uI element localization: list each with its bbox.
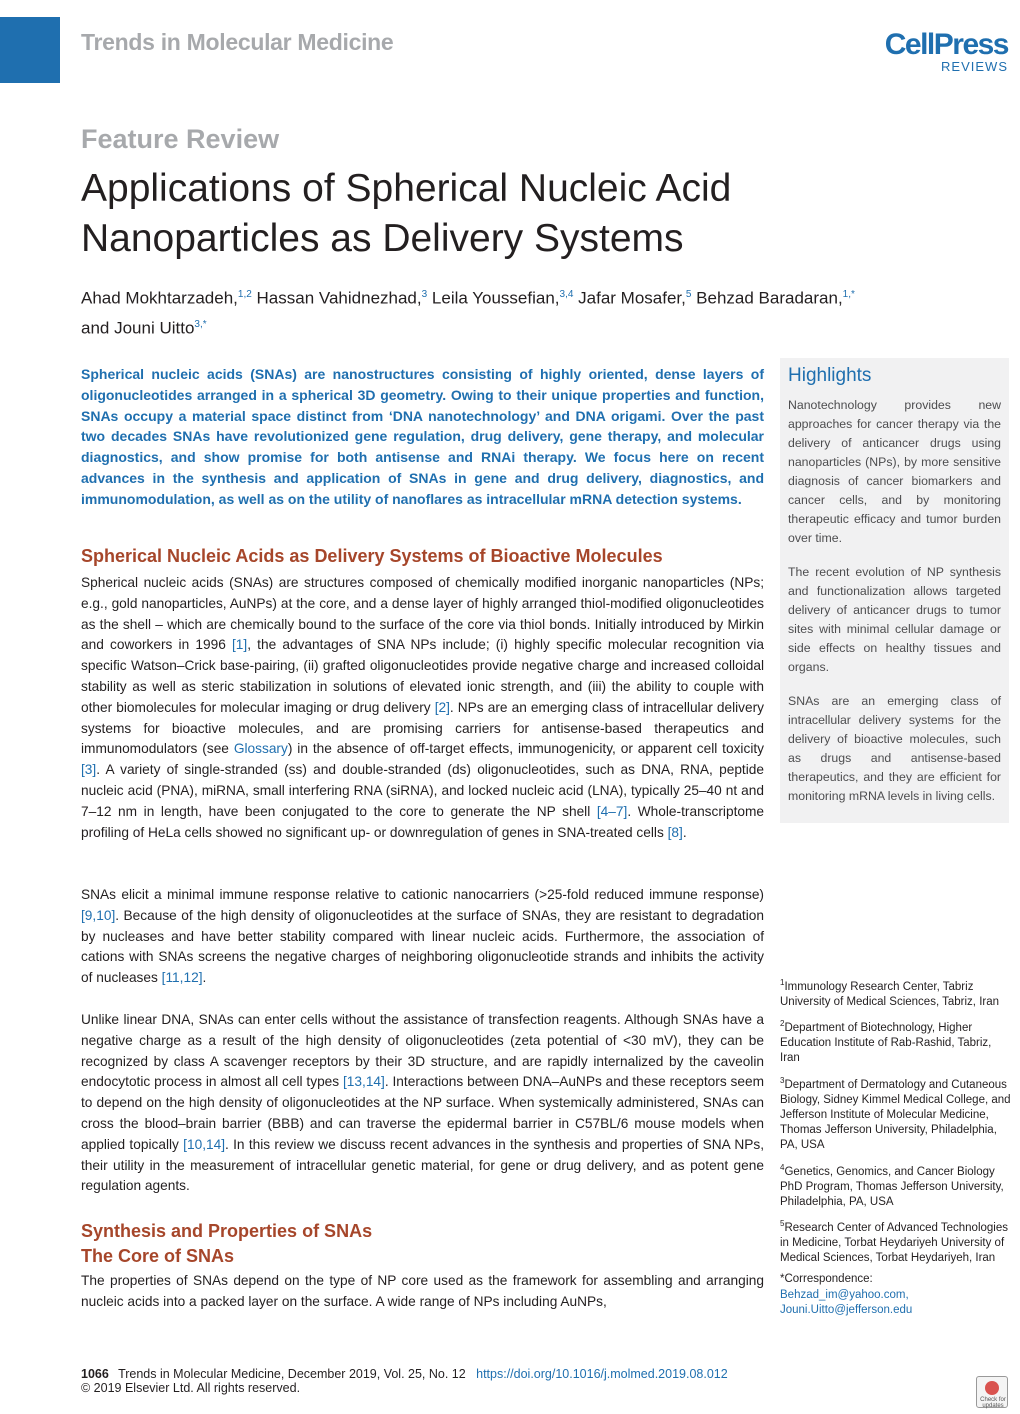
text-run: . — [202, 970, 207, 986]
author: Leila Youssefian, — [431, 288, 560, 308]
affiliation-number: 4 — [780, 1162, 785, 1172]
highlight-item: The recent evolution of NP synthesis and functionalization allows targeted delivery of anticancer drugs to tumor sites with minimal cellular damage or side effects on healthy tissues and organs. — [788, 565, 1001, 674]
highlights-title: Highlights — [788, 365, 872, 386]
citation-link[interactable]: [8] — [667, 824, 683, 840]
badge-label: Check for updates — [980, 1397, 1006, 1409]
text-run: . Because of the high density of oligonucleotides at the surface of SNAs, they are resistant to degradation by nucleases and have better stability compared with linear nucleic acids. Furthermore, the association of cations with SNAs screens the negative charges of neighboring oligonucleotide strands and inhibits the activity of nucleases — [81, 907, 764, 986]
section-heading: Spherical Nucleic Acids as Delivery Systems of Bioactive Molecules — [81, 546, 663, 566]
text-run: . — [682, 824, 687, 840]
body-paragraph — [81, 885, 764, 989]
abstract: Spherical nucleic acids (SNAs) are nanostructures consisting of highly oriented, dense layers of oligonucleotides arranged in a spherical 3D geometry. Owing to their unique properties and function, SNAs occupy a material space distinct from ‘DNA nanotechnology’ and DNA origami. Over the past two decades SNAs have revolutionized gene regulation, drug delivery, gene therapy, and molecular diagnostics, and show promise for both antisense and RNAi therapy. We focus here on recent advances in the synthesis and application of SNAs in gene and drug delivery, diagnostics, and immunomodulation, as well as on the utility of nanoflares as intracellular mRNA detection systems. — [81, 366, 764, 507]
text-run: of <30 mV), they can be recognized by class A scavenger receptors by their 3D structure, and are rapidly internalized by the caveolin endocytotic process in almost all cell types — [81, 1032, 764, 1090]
citation-link[interactable]: [1] — [231, 637, 248, 653]
logo-sub-text: REVIEWS — [941, 59, 1008, 74]
citation-link[interactable]: [10,14] — [183, 1136, 226, 1152]
logo-main-text: CellPress — [884, 28, 1008, 61]
text-run: SNAs elicit a minimal immune response relative to cationic nanocarriers (>25-fold reduced immune response) — [81, 887, 764, 902]
author: Hassan Vahidnezhad, — [256, 288, 422, 308]
affiliation — [780, 1016, 1012, 1066]
page-footer — [81, 1367, 728, 1395]
citation-link[interactable]: [4–7] — [596, 803, 628, 819]
glossary-term: immunomodulators — [81, 741, 198, 757]
citation-link[interactable]: [2] — [434, 699, 450, 715]
author-affil-ref[interactable]: 3,* — [194, 318, 207, 330]
text-run: Unlike linear DNA, SNAs can enter cells without the assistance of transfection reagents. Although SNAs have a negative charge as a result of the high density of oligonucleotides ( — [81, 1012, 764, 1048]
article-title: Applications of Spherical Nucleic Acid Nanoparticles as Delivery Systems — [81, 167, 732, 260]
author-affil-ref[interactable]: 3,4 — [559, 289, 574, 300]
author-affil-ref[interactable]: 1,* — [842, 289, 855, 300]
affiliation-text: Immunology Research Center, Tabriz University of Medical Sciences, Tabriz, Iran — [780, 980, 1000, 1009]
affiliation-text: Department of Biotechnology, Higher Education Institute of Rab-Rashid, Tabriz, Iran — [780, 1022, 992, 1065]
email-link[interactable]: Behzad_im@yahoo.com, — [780, 1288, 909, 1301]
text-run: . NPs are an emerging class of intracellular delivery systems for bioactive molecules, and are promising carriers for antisense-based therapeutics and — [81, 699, 765, 736]
journal-citation: Trends in Molecular Medicine, December 2019, Vol. 25, No. 12 — [118, 1367, 466, 1381]
author-list — [81, 282, 981, 341]
body-paragraph: The properties of SNAs depend on the type of NP core used as the framework for assembling and arranging nucleic acids into a packed layer on the surface. A wide range of NPs including AuNPs, — [81, 1273, 764, 1309]
affiliation-number: 3 — [780, 1075, 785, 1085]
text-run: , the advantages of SNA NPs include; (i) highly specific molecular recognition via specific Watson–Crick base-pairing, (ii) grafted oligonucleotides provide negative charge and increased colloidal stability as well as steric stabilization in solutions of elevated ionic strength, and (iii) the ability to couple with other biomolecules for molecular imaging or drug delivery — [81, 637, 764, 715]
affiliation-number: 1 — [780, 978, 785, 987]
text-run: Spherical nucleic acids (SNAs) are structures composed of chemically modified inorganic nanoparticles (NPs; e.g., gold nanoparticles, AuNPs) at the core, and a dense layer of highly arranged thiol-modified oligonucleotides as the shell – which are chemically bound to the surface of the core via thiol bonds. Initially introduced by Mirkin and coworkers in 1996 — [81, 575, 764, 653]
affiliation — [780, 975, 1012, 1010]
affiliation-number: 5 — [780, 1218, 785, 1228]
page-number: 1066 — [81, 1367, 109, 1381]
article-type: Feature Review — [81, 124, 280, 154]
text-run: . In this review we discuss recent advances in the synthesis and properties of SNA NPs, their utility in the measurement of intracellular genetic material, for gene or drug delivery, and as potent gene regulation agents. — [81, 1136, 765, 1194]
email-link[interactable]: Jouni.Uitto@jefferson.edu — [780, 1303, 913, 1316]
highlight-item: Nanotechnology provides new approaches for cancer therapy via the delivery of anticancer drugs using nanoparticles (NPs), by more sensitive diagnosis of cancer biomarkers and cancer cells, and by monitoring therapeutic efficacy and tumor burden over time. — [788, 398, 1001, 545]
text-run: (see — [197, 741, 234, 757]
affiliation-text: Genetics, Genomics, and Cancer Biology PhD Program, Thomas Jefferson University, Philadelphia, PA, USA — [780, 1165, 1004, 1208]
author-affil-ref[interactable]: 5 — [685, 289, 692, 300]
affiliation-text: Department of Dermatology and Cutaneous Biology, Sidney Kimmel Medical College, and Jefferson Institute of Molecular Medicine, Thomas Jefferson University, Philadelphia, PA, USA — [780, 1078, 1011, 1152]
author: Ahad Mokhtarzadeh, — [81, 288, 238, 308]
author-affil-ref[interactable]: 1,2 — [237, 289, 252, 300]
affiliation — [780, 1216, 1012, 1266]
affiliations — [780, 975, 1012, 1324]
subsection-heading: The Core of SNAs — [81, 1246, 235, 1266]
affiliation-text: Research Center of Advanced Technologies in Medicine, Torbat Heydariyeh University of Medical Sciences, Torbat Heydariyeh, Iran — [780, 1221, 1008, 1265]
text-run: . Interactions between DNA–AuNPs and these receptors seem to depend on the high density of oligonucleotides at the NP surface. When systemically administered, SNAs can cross the blood–brain barrier (BBB) and can traverse the epidermal barrier in C57BL/6 mouse models when applied topically — [81, 1074, 765, 1152]
update-icon — [985, 1381, 999, 1395]
glossary-term: zeta potential — [514, 1032, 599, 1048]
publisher-logo[interactable] — [885, 30, 1008, 74]
citation-link[interactable]: [13,14] — [342, 1074, 385, 1090]
highlights-box — [780, 358, 1009, 823]
doi-link[interactable]: https://doi.org/10.1016/j.molmed.2019.08.012 — [476, 1367, 728, 1381]
citation-link[interactable]: [3] — [81, 762, 97, 778]
author: Jafar Mosafer, — [578, 288, 686, 308]
text-run: . Whole-transcriptome profiling of HeLa cells showed no significant up- or downregulation of genes in SNA-treated cells — [81, 803, 765, 840]
affiliation — [780, 1160, 1012, 1210]
body-paragraph — [81, 1010, 764, 1197]
section-heading: Synthesis and Properties of SNAs — [81, 1221, 373, 1241]
check-for-updates-badge[interactable] — [976, 1376, 1008, 1408]
citation-link[interactable]: [11,12] — [161, 970, 203, 986]
citation-link[interactable]: [9,10] — [81, 907, 116, 923]
correspondence-label: *Correspondence: — [780, 1273, 873, 1286]
text-run: . A variety of single-stranded (ss) and double-stranded (ds) oligonucleotides, such as DNA, RNA, peptide nucleic acid (PNA), miRNA, small interfering RNA (siRNA), and locked nucleic acid (LNA), typically 25–40 nt and 7–12 nm in length, have been conjugated to the core to generate the NP shell — [81, 762, 764, 819]
correspondence — [780, 1272, 1012, 1318]
author-affil-ref[interactable]: 3 — [421, 289, 428, 300]
highlight-item: SNAs are an emerging class of intracellular delivery systems for the delivery of bioactive molecules, such as drugs and antisense-based therapeutics, and they are efficient for monitoring mRNA levels in living cells. — [788, 694, 1001, 803]
body-paragraph — [81, 573, 764, 843]
journal-color-block — [0, 17, 60, 83]
copyright: © 2019 Elsevier Ltd. All rights reserved. — [81, 1381, 301, 1395]
glossary-link[interactable]: Glossary — [233, 741, 288, 757]
author: Behzad Baradaran, — [696, 288, 843, 308]
author: and Jouni Uitto — [81, 318, 195, 338]
affiliation-number: 2 — [780, 1019, 785, 1029]
affiliation — [780, 1073, 1012, 1154]
text-run: ) in the absence of off-target effects, immunogenicity, or apparent cell toxicity — [287, 741, 765, 757]
journal-name: Trends in Molecular Medicine — [81, 29, 394, 55]
